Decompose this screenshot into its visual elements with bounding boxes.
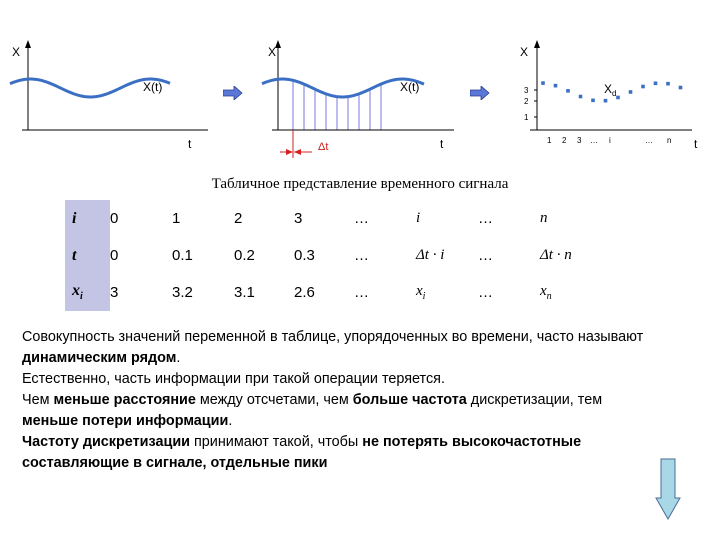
sample-point: [654, 82, 658, 86]
curve-label: $X_d$: [604, 82, 617, 98]
sample-point: [679, 86, 683, 90]
curve-label: X(t): [143, 80, 163, 94]
table-cell: 2.6: [294, 284, 315, 301]
paragraph: Чем меньше расстояние между отсчетами, чем больше частота дискретизации, тем меньше потери информации.: [22, 392, 603, 429]
sample-point: [604, 99, 608, 103]
table-cell: 1: [172, 210, 181, 227]
table-cell: …: [478, 284, 493, 301]
right-arrow-icon: [223, 86, 243, 100]
sample-point: [566, 89, 570, 93]
y-ticks: [524, 86, 537, 122]
row-header-t: t: [65, 237, 110, 274]
table-cell: i: [416, 210, 421, 226]
right-arrow-icon: [470, 86, 490, 100]
paragraph: Естественно, часть информации при такой операции теряется.: [22, 371, 445, 387]
sample-lines: [293, 80, 381, 130]
table-cell: …: [478, 247, 493, 264]
sample-point: [616, 96, 620, 100]
table-cell: Δt · n: [540, 247, 572, 263]
sample-point: [554, 84, 558, 88]
x-tick-label: 2: [562, 136, 567, 145]
x-tick-label: 3: [577, 136, 582, 145]
x-ticks: [547, 136, 671, 145]
signal-table: [65, 200, 603, 311]
row-header-x: $x_i$: [65, 274, 110, 311]
sample-point: [591, 99, 595, 103]
x-tick-label: i: [609, 136, 611, 145]
sample-point: [629, 90, 633, 94]
table-cell: …: [354, 284, 369, 301]
y-tick-label: 1: [524, 113, 529, 122]
x-axis-label: t: [440, 137, 444, 151]
table-cell: 3.2: [172, 284, 193, 301]
x-tick-label: n: [667, 136, 672, 145]
table-row: [65, 237, 603, 274]
sample-point: [541, 81, 545, 85]
sample-point: [641, 85, 645, 89]
paragraph: Частоту дискретизации принимают такой, чтобы не потерять высокочастотные составляющие в сигнале, отдельные пики: [22, 434, 582, 471]
table-row: [65, 274, 603, 311]
y-tick-label: 2: [524, 97, 529, 106]
x-tick-label: …: [645, 136, 653, 145]
description-text: [22, 327, 662, 474]
table-cell: Δt · i: [416, 247, 445, 263]
x-axis-label: t: [694, 137, 698, 151]
sample-point: [579, 95, 583, 99]
table-cell: 3.1: [234, 284, 255, 301]
paragraph: Совокупность значений переменной в таблице, упорядоченных во времени, часто называют динамическим рядом.: [22, 329, 644, 366]
table-cell: …: [354, 247, 369, 264]
table-cell: $x_n$: [540, 283, 552, 302]
sample-point: [666, 82, 670, 86]
y-axis-label: X: [520, 45, 529, 59]
continuous-signal-plot: [0, 0, 215, 165]
sampling-plot: [250, 0, 460, 165]
x-axis-label: t: [188, 137, 192, 151]
y-axis-arrow-icon: [25, 40, 31, 48]
table-cell: 2: [234, 210, 243, 227]
discrete-signal-plot: [500, 0, 715, 165]
table-cell: …: [354, 210, 369, 227]
table-cell: n: [540, 210, 548, 226]
x-tick-label: 1: [547, 136, 552, 145]
table-cell: 3: [110, 284, 119, 301]
delta-t-marker: [280, 130, 312, 158]
y-axis-label: X: [12, 45, 21, 59]
table-cell: 0.1: [172, 247, 193, 264]
table-cell: $x_i$: [416, 283, 426, 302]
delta-t-label: Δt: [318, 141, 329, 153]
table-cell: 3: [294, 210, 303, 227]
table-caption: Табличное представление временного сигнала: [211, 176, 509, 192]
table-cell: …: [478, 210, 493, 227]
row-header-i: i: [65, 200, 110, 237]
y-tick-label: 3: [524, 86, 529, 95]
curve-label: X(t): [400, 80, 420, 94]
table-cell: 0.2: [234, 247, 255, 264]
table-row: [65, 200, 603, 237]
table-cell: 0.3: [294, 247, 315, 264]
y-axis-arrow-icon: [534, 40, 540, 48]
table-cell: 0: [110, 247, 119, 264]
x-tick-label: …: [590, 136, 598, 145]
y-axis-label: X: [268, 45, 277, 59]
table-cell: 0: [110, 210, 119, 227]
down-arrow-icon[interactable]: [655, 458, 681, 520]
